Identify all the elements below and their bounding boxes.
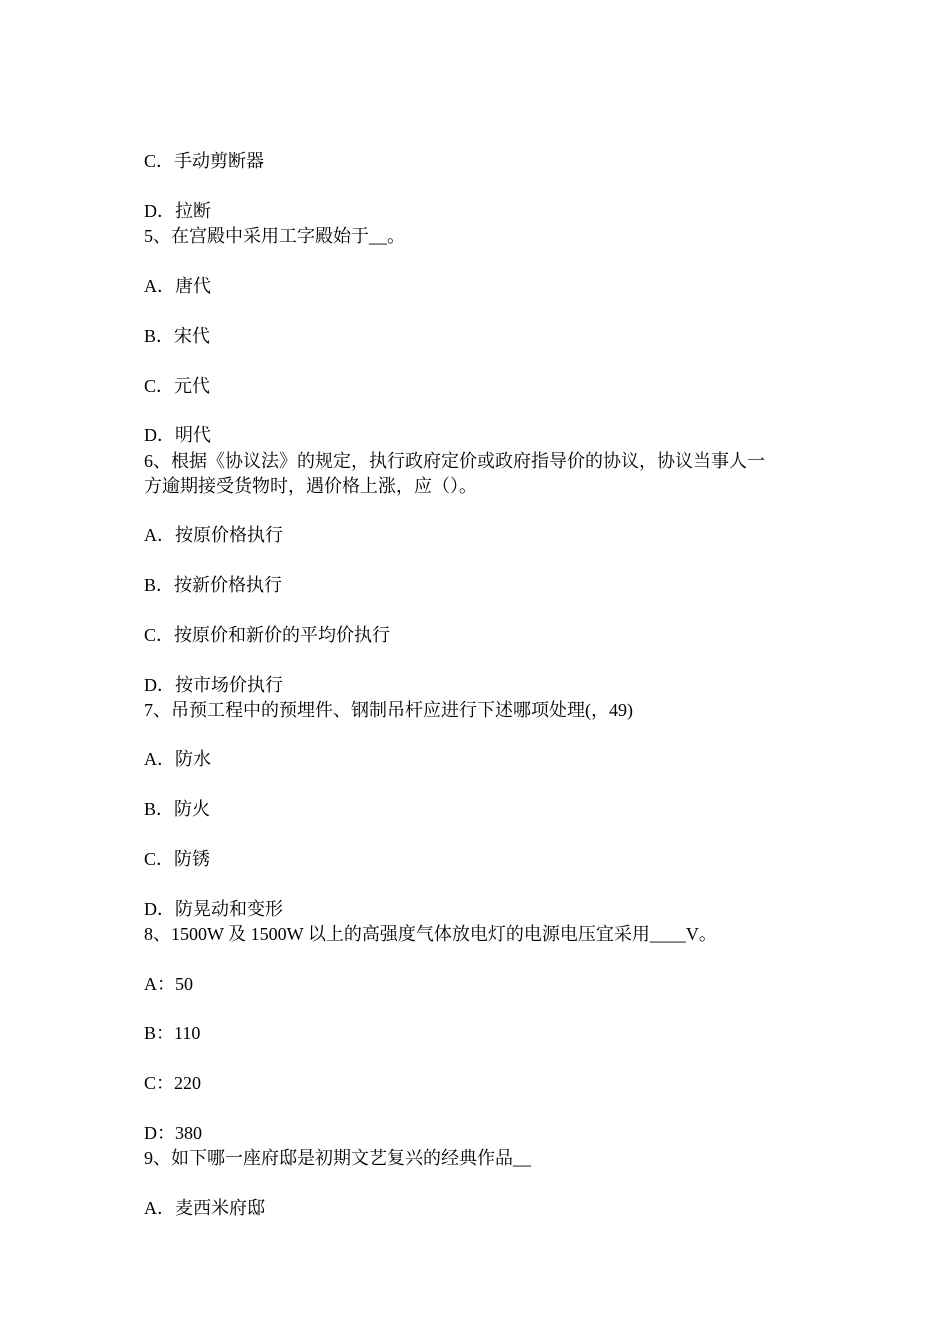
option-a-q7: A．防水 — [144, 749, 211, 769]
option-c-q8: C：220 — [144, 1073, 202, 1093]
option-a-q5: A．唐代 — [144, 276, 211, 296]
question-5: 5、在宫殿中采用工字殿始于__。 — [144, 226, 405, 246]
option-d-q6: D．按市场价执行 — [144, 675, 283, 695]
question-7: 7、吊预工程中的预埋件、钢制吊杆应进行下述哪项处理(，49) — [144, 700, 633, 720]
option-c-q6: C．按原价和新价的平均价执行 — [144, 625, 391, 645]
option-b-q5: B．宋代 — [144, 326, 211, 346]
option-a-q9: A．麦西米府邸 — [144, 1198, 265, 1218]
option-b-q6: B．按新价格执行 — [144, 575, 283, 595]
option-d-q5: D．明代 — [144, 425, 211, 445]
question-9: 9、如下哪一座府邸是初期文艺复兴的经典作品__ — [144, 1148, 531, 1168]
option-c-q5: C．元代 — [144, 376, 211, 396]
option-b-q7: B．防火 — [144, 799, 211, 819]
option-d-q4: D．拉断 — [144, 201, 211, 221]
option-d-q8: D：380 — [144, 1123, 202, 1143]
option-d-q7: D．防晃动和变形 — [144, 899, 283, 919]
option-a-q8: A：50 — [144, 974, 193, 994]
option-b-q8: B：110 — [144, 1023, 201, 1043]
question-8: 8、1500W 及 1500W 以上的高强度气体放电灯的电源电压宜采用____V。 — [144, 924, 717, 944]
option-c-q7: C．防锈 — [144, 849, 211, 869]
question-6-line-2: 方逾期接受货物时，遇价格上涨，应（）。 — [144, 476, 477, 496]
option-c-q4: C．手动剪断器 — [144, 151, 265, 171]
option-a-q6: A．按原价格执行 — [144, 525, 283, 545]
question-6-line-1: 6、根据《协议法》的规定，执行政府定价或政府指导价的协议，协议当事人一 — [144, 451, 765, 471]
